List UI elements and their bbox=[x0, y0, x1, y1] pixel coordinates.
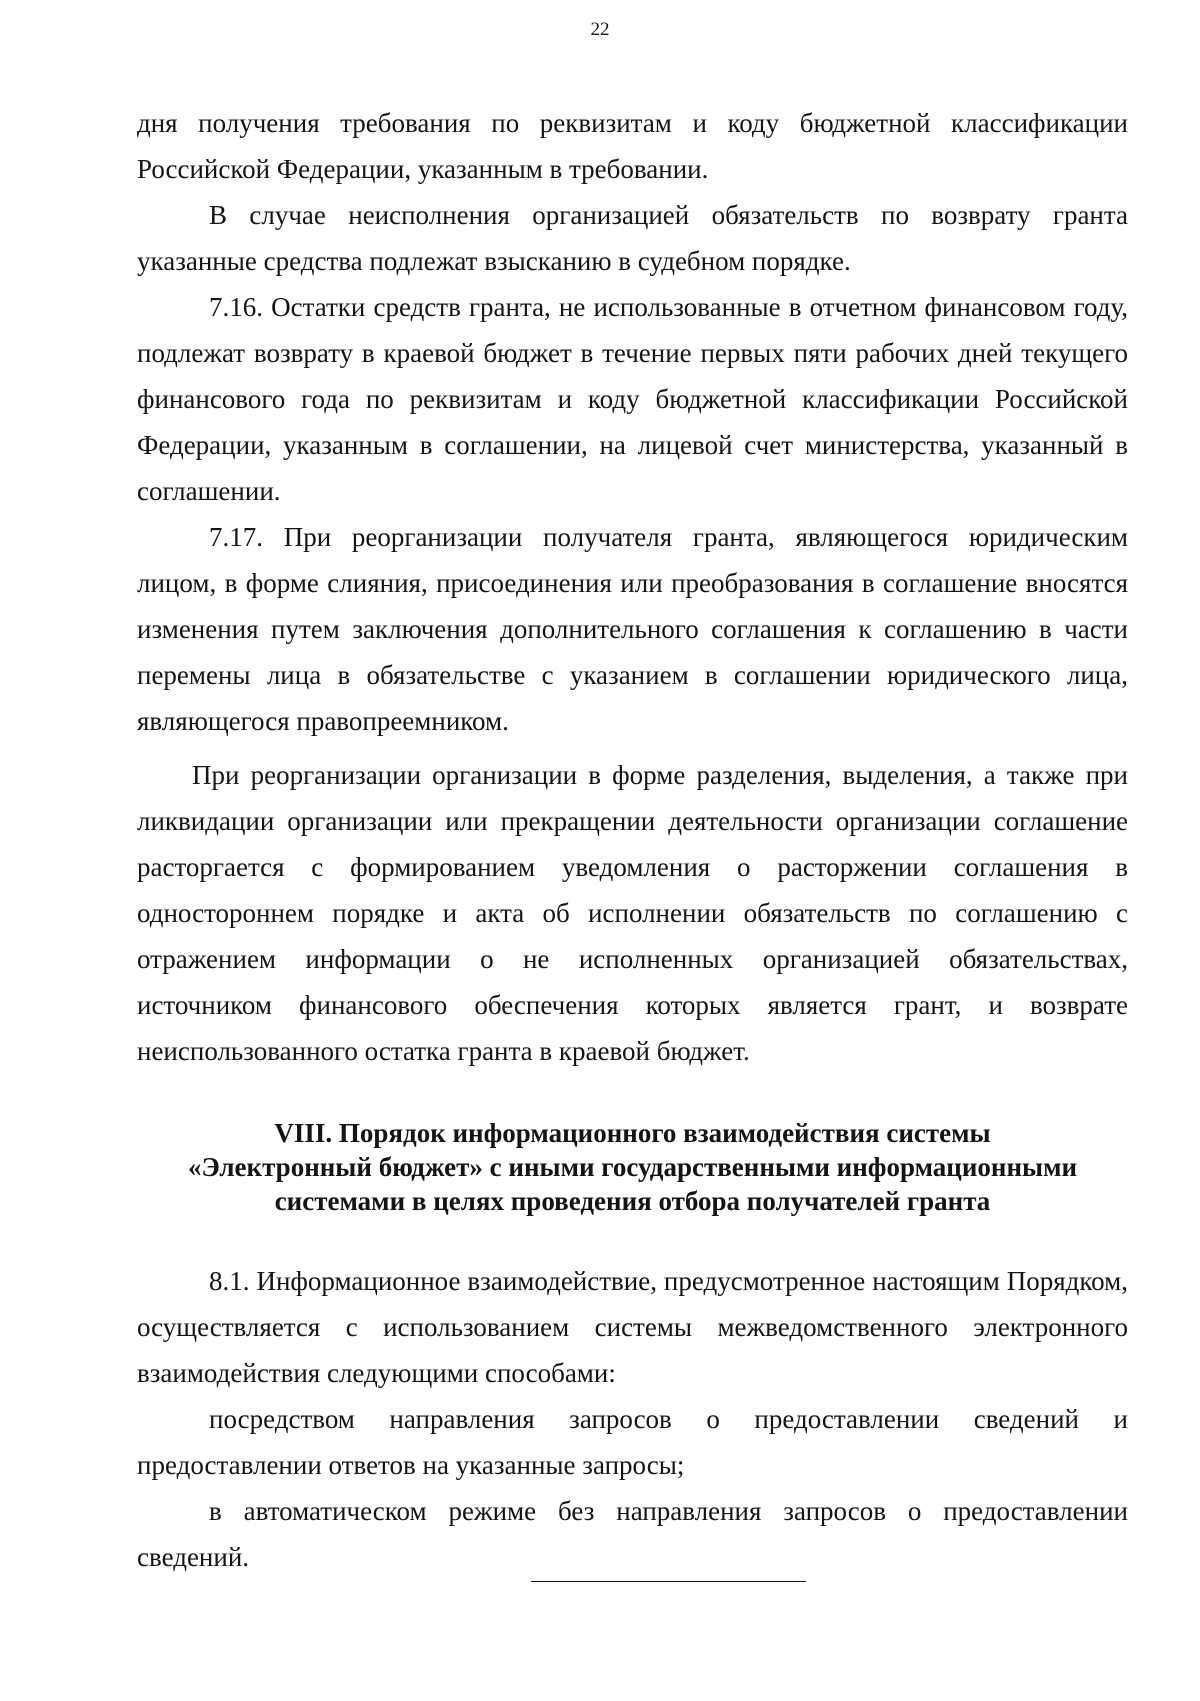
end-divider-line bbox=[531, 1581, 806, 1582]
paragraph-continuation: дня получения требования по реквизитам и коду бюджетной классификации Российской Федерации, указанным в требовании. bbox=[137, 108, 1128, 184]
paragraph-reorganization: При реорганизации организации в форме разделения, выделения, а также при ликвидации организации или прекращении деятельности организации соглашение расторгается с формированием уведомления о расторжении соглашения в одностороннем порядке и акта об исполнении обязательств по соглашению с отражением информации о не исполненных организацией обязательствах, источником финансового обеспечения которых является грант, и возврате неиспользованного остатка гранта в краевой бюджет. bbox=[137, 760, 1128, 1066]
document-body bbox=[137, 100, 1128, 1580]
paragraph-non-fulfillment: В случае неисполнения организацией обязательств по возврату гранта указанные средства подлежат взысканию в судебном порядке. bbox=[137, 200, 1128, 276]
section-heading bbox=[137, 1116, 1128, 1218]
paragraph-8-1: 8.1. Информационное взаимодействие, предусмотренное настоящим Порядком, осуществляется с использованием системы межведомственного электронного взаимодействия следующими способами: bbox=[137, 1266, 1128, 1388]
section-heading-line: «Электронный бюджет» с иными государственными информационными bbox=[187, 1152, 1078, 1182]
page-number: 22 bbox=[590, 19, 610, 40]
paragraph-method-requests: посредством направления запросов о предоставлении сведений и предоставлении ответов на указанные запросы; bbox=[137, 1404, 1128, 1480]
section-heading-line: системами в целях проведения отбора получателей гранта bbox=[274, 1186, 991, 1216]
paragraph-method-automatic: в автоматическом режиме без направления запросов о предоставлении сведений. bbox=[137, 1496, 1128, 1572]
paragraph-7-17: 7.17. При реорганизации получателя гранта, являющегося юридическим лицом, в форме слияния, присоединения или преобразования в соглашение вносятся изменения путем заключения дополнительного соглашения к соглашению в части перемены лица в обязательстве с указанием в соглашении юридического лица, являющегося правопреемником. bbox=[137, 522, 1128, 736]
paragraph-7-16: 7.16. Остатки средств гранта, не использованные в отчетном финансовом году, подлежат возврату в краевой бюджет в течение первых пяти рабочих дней текущего финансового года по реквизитам и коду бюджетной классификации Российской Федерации, указанным в соглашении, на лицевой счет министерства, указанный в соглашении. bbox=[137, 292, 1128, 506]
section-heading-line: VIII. Порядок информационного взаимодействия системы bbox=[274, 1118, 991, 1148]
